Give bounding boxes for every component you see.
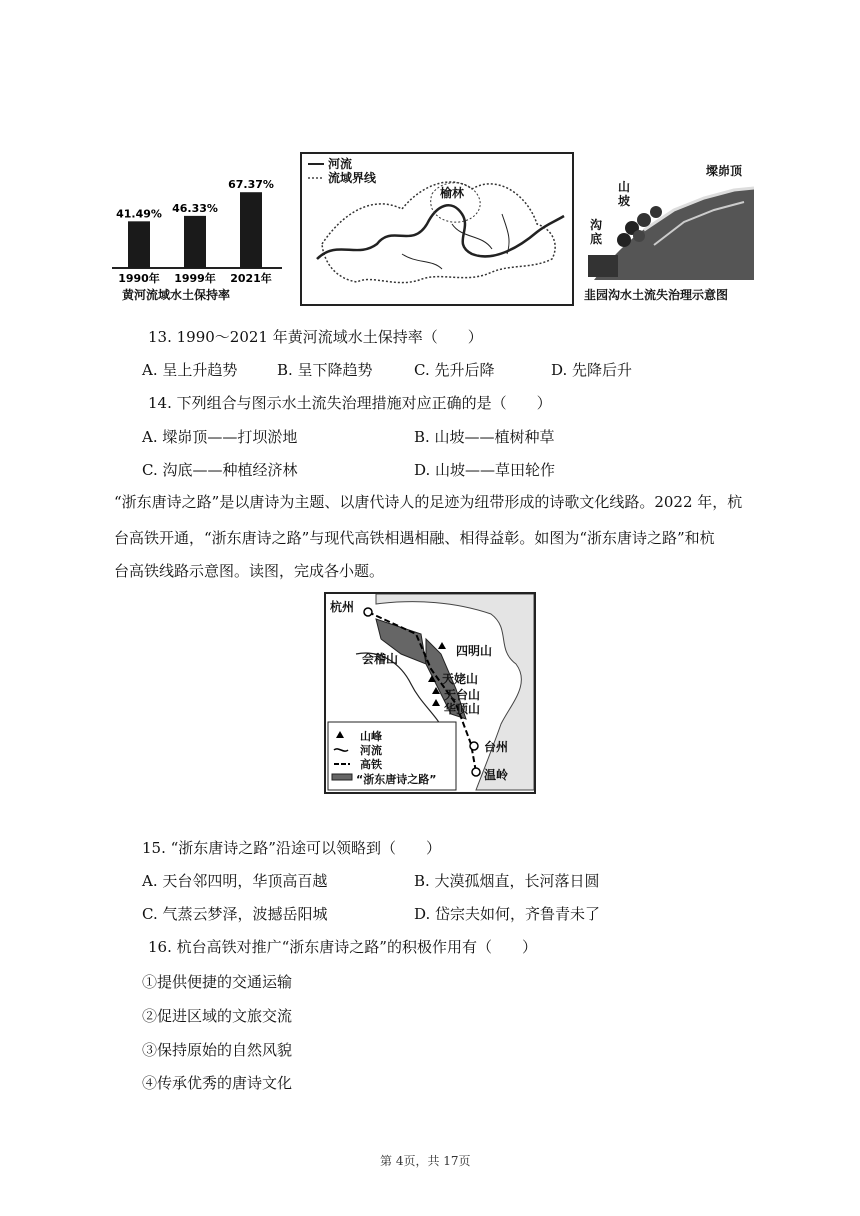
bar-value-label: 67.37%	[228, 178, 274, 192]
peak-huading	[432, 699, 440, 706]
passage-line-2: 台高铁开通，“浙东唐诗之路”与现代高铁相遇相融、相得益彰。如图为“浙东唐诗之路”和杭	[114, 529, 715, 547]
siming-label: 四明山	[456, 644, 493, 658]
bar-category-label: 2021年	[230, 272, 272, 285]
legend-route-symbol	[332, 774, 352, 780]
q15-option-b: B. 大漠孤烟直，长河落日圆	[414, 872, 600, 890]
wenling-label: 温岭	[484, 768, 509, 782]
legend-river-label: 河流	[360, 744, 382, 757]
slope-label: 山坡	[618, 180, 631, 208]
q15-option-d: D. 岱宗夫如何，齐鲁青未了	[414, 905, 601, 923]
tiantai-label: 天台山	[444, 688, 481, 702]
tributary-3	[502, 214, 509, 254]
q16-item-1: ①提供便捷的交通运输	[142, 973, 293, 991]
bar-chart-caption: 黄河流域水土保持率	[122, 288, 231, 302]
top-label: 墚峁顶	[706, 164, 743, 178]
check-dam	[588, 255, 618, 277]
bar-value-label: 41.49%	[116, 207, 162, 221]
q14-option-b: B. 山坡——植树种草	[414, 428, 555, 446]
q13-option-c: C. 先升后降	[414, 361, 495, 379]
passage-line-1: “浙东唐诗之路”是以唐诗为主题、以唐代诗人的足迹为纽带形成的诗歌文化线路。2022 年，杭	[114, 493, 743, 511]
basin-boundary	[322, 182, 555, 283]
terrace-caption: 韭园沟水土流失治理示意图	[584, 288, 729, 302]
legend-river-label: 河流	[328, 157, 353, 171]
q14-option-a: A. 墚峁顶——打坝淤地	[142, 428, 298, 446]
q13-option-b: B. 呈下降趋势	[277, 361, 373, 379]
legend-route-label: “浙东唐诗之路”	[356, 773, 437, 786]
bar-value-label: 46.33%	[172, 201, 218, 215]
gully-label: 沟底	[590, 218, 603, 246]
tree	[617, 233, 631, 247]
wenling-dot	[472, 768, 480, 776]
hangzhou-label: 杭州	[330, 600, 355, 614]
zhejiang-map-svg	[326, 594, 534, 792]
main-river-path	[317, 205, 564, 259]
bar-2021年	[240, 192, 262, 268]
hangzhou-dot	[364, 608, 372, 616]
terrace-governance-diagram	[584, 150, 754, 305]
q16-item-3: ③保持原始的自然风貌	[142, 1041, 293, 1059]
taizhou-dot	[470, 742, 478, 750]
peak-siming	[438, 642, 446, 649]
legend-peak-label: 山峰	[360, 730, 382, 743]
huading-label: 华顶山	[444, 702, 481, 716]
q15-option-c: C. 气蒸云梦泽，波撼岳阳城	[142, 905, 328, 923]
q16-item-4: ④传承优秀的唐诗文化	[142, 1074, 293, 1092]
kuaiji-label: 会稽山	[362, 652, 399, 666]
q13-option-a: A. 呈上升趋势	[142, 361, 238, 379]
yellow-river-basin-map	[300, 152, 574, 306]
q13-option-d: D. 先降后升	[551, 361, 633, 379]
soil-retention-bar-chart	[112, 150, 282, 305]
tree	[650, 206, 662, 218]
tianmu-label: 天姥山	[442, 672, 479, 686]
q15-option-a: A. 天台邻四明，华顶高百越	[142, 872, 328, 890]
q16-item-2: ②促进区域的文旅交流	[142, 1007, 293, 1025]
tributary-2	[402, 254, 442, 269]
q14-stem: 14. 下列组合与图示水土流失治理措施对应正确的是（ ）	[148, 394, 552, 412]
q15-stem: 15. “浙东唐诗之路”沿途可以领略到（ ）	[142, 839, 441, 857]
legend-boundary-label: 流域界线	[328, 171, 377, 185]
tree	[633, 230, 645, 242]
q13-stem: 13. 1990～2021 年黄河流域水土保持率（ ）	[148, 328, 483, 346]
bar-1990年	[128, 221, 150, 268]
tree	[637, 213, 651, 227]
bar-1999年	[184, 216, 206, 268]
bar-chart-svg	[112, 150, 282, 305]
page-footer: 第 4页，共 17页	[380, 1154, 471, 1168]
q16-stem: 16. 杭台高铁对推广“浙东唐诗之路”的积极作用有（ ）	[148, 938, 537, 956]
q14-option-c: C. 沟底——种植经济林	[142, 461, 298, 479]
bar-category-label: 1990年	[118, 272, 160, 285]
tributary-1	[452, 224, 492, 249]
q14-option-d: D. 山坡——草田轮作	[414, 461, 556, 479]
yulin-label: 榆林	[440, 186, 465, 200]
zhejiang-poetry-route-map	[324, 592, 536, 794]
taizhou-label: 台州	[484, 740, 509, 754]
bar-category-label: 1999年	[174, 272, 216, 285]
passage-line-3: 台高铁线路示意图。读图，完成各小题。	[114, 562, 385, 580]
legend-rail-label: 高铁	[360, 758, 382, 771]
